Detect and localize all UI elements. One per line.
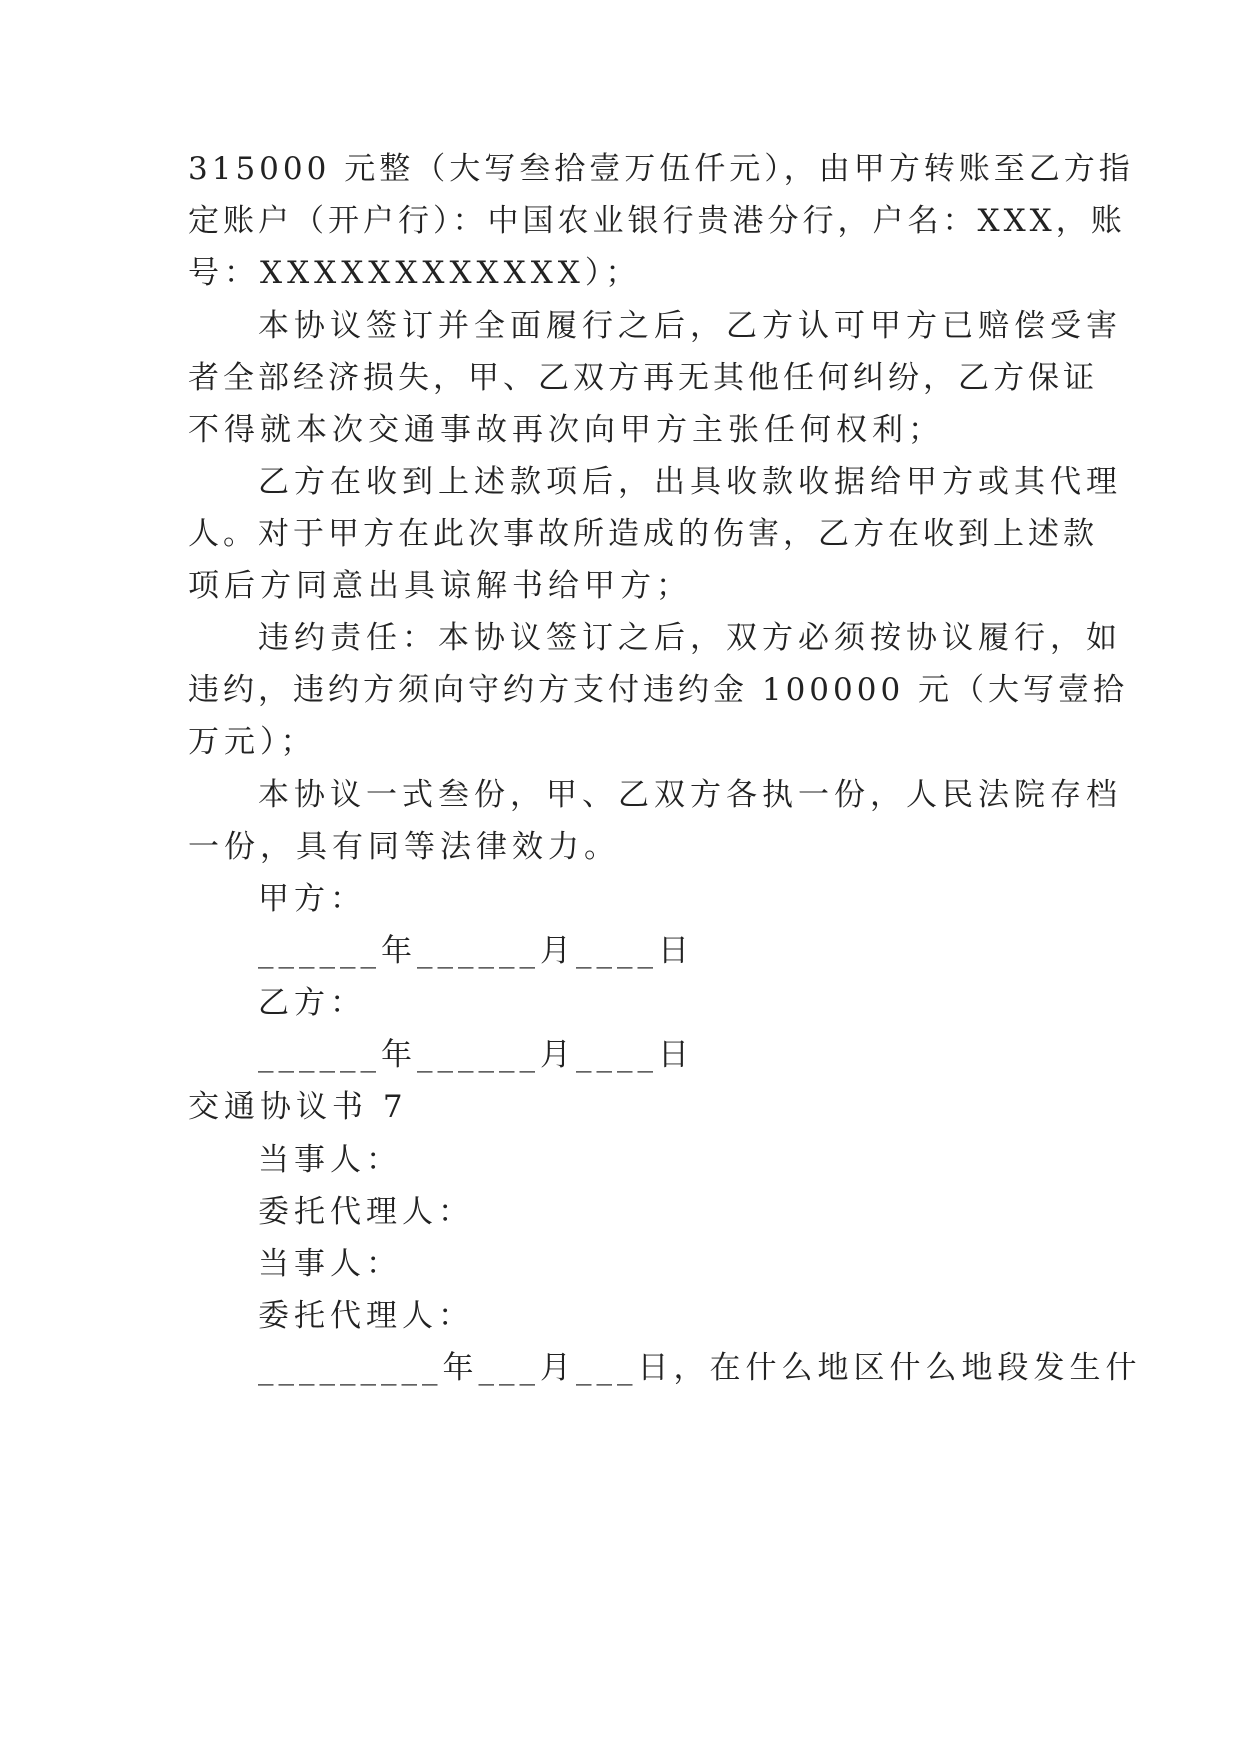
paragraph-2-line-3: 不得就本次交通事故再次向甲方主张任何权利； xyxy=(188,412,944,448)
section-title: 交通协议书 7 xyxy=(188,1089,408,1125)
paragraph-4-line-2: 违约，违约方须向守约方支付违约金 100000 元（大写壹拾 xyxy=(188,672,1129,708)
paragraph-1-line-1: 315000 元整（大写叁拾壹万伍仟元），由甲方转账至乙方指 xyxy=(188,151,1134,187)
party-b-label: 乙方： xyxy=(258,985,366,1021)
incident-line: _________年___月___日，在什么地区什么地段发生什 xyxy=(258,1350,1142,1386)
paragraph-1-line-3: 号：XXXXXXXXXXXX）； xyxy=(188,255,642,291)
party-b-date: ______年______月____日 xyxy=(258,1037,694,1073)
paragraph-3-line-1: 乙方在收到上述款项后，出具收款收据给甲方或其代理 xyxy=(258,464,1122,500)
paragraph-5-line-2: 一份，具有同等法律效力。 xyxy=(188,829,620,865)
paragraph-5-line-1: 本协议一式叁份，甲、乙双方各执一份，人民法院存档 xyxy=(258,777,1122,813)
party-1-label: 当事人： xyxy=(258,1142,402,1178)
party-a-date: ______年______月____日 xyxy=(258,933,694,969)
paragraph-1-line-2: 定账户（开户行）：中国农业银行贵港分行，户名：XXX，账 xyxy=(188,203,1126,239)
paragraph-3-line-3: 项后方同意出具谅解书给甲方； xyxy=(188,568,692,604)
paragraph-4-line-3: 万元）； xyxy=(188,724,317,760)
paragraph-3-line-2: 人。对于甲方在此次事故所造成的伤害，乙方在收到上述款 xyxy=(188,516,1098,552)
paragraph-2-line-1: 本协议签订并全面履行之后，乙方认可甲方已赔偿受害 xyxy=(258,308,1122,344)
paragraph-4-line-1: 违约责任：本协议签订之后，双方必须按协议履行，如 xyxy=(258,620,1122,656)
agent-1-label: 委托代理人： xyxy=(258,1194,474,1230)
party-2-label: 当事人： xyxy=(258,1246,402,1282)
paragraph-2-line-2: 者全部经济损失，甲、乙双方再无其他任何纠纷，乙方保证 xyxy=(188,360,1098,396)
party-a-label: 甲方： xyxy=(258,881,366,917)
agent-2-label: 委托代理人： xyxy=(258,1298,474,1334)
